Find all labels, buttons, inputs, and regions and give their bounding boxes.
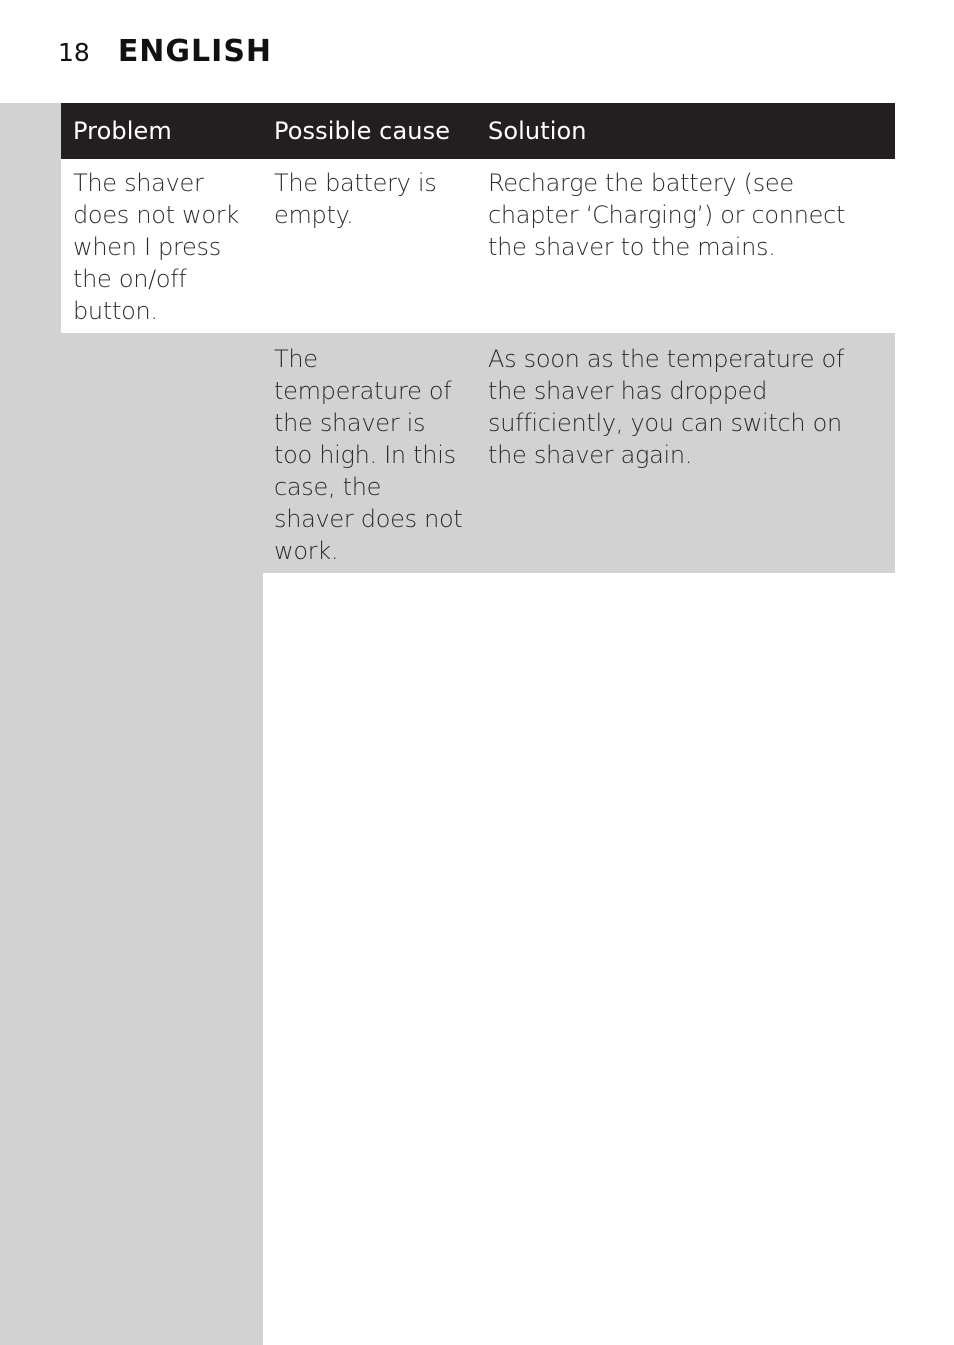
column-header-cause: Possible cause xyxy=(262,103,476,159)
table-header-row xyxy=(61,103,895,159)
page-number: 18 xyxy=(58,38,90,67)
column-header-problem: Problem xyxy=(61,103,262,159)
section-language: ENGLISH xyxy=(117,34,273,69)
troubleshooting-table xyxy=(61,103,895,573)
problem-cell xyxy=(61,333,262,573)
solution-cell: Recharge the battery (see chapter ‘Charging’) or connect the shaver to the mains. xyxy=(476,159,895,333)
table-row xyxy=(61,159,895,333)
column-header-solution: Solution xyxy=(476,103,895,159)
page-header xyxy=(58,34,272,74)
cause-cell: The temperature of the shaver is too high. In this case, the shaver does not work. xyxy=(262,333,476,573)
problem-cell: The shaver does not work when I press the on/off button. xyxy=(61,159,262,333)
solution-cell: As soon as the temperature of the shaver has dropped sufficiently, you can switch on the shaver again. xyxy=(476,333,895,573)
cause-cell: The battery is empty. xyxy=(262,159,476,333)
table-row xyxy=(61,333,895,573)
